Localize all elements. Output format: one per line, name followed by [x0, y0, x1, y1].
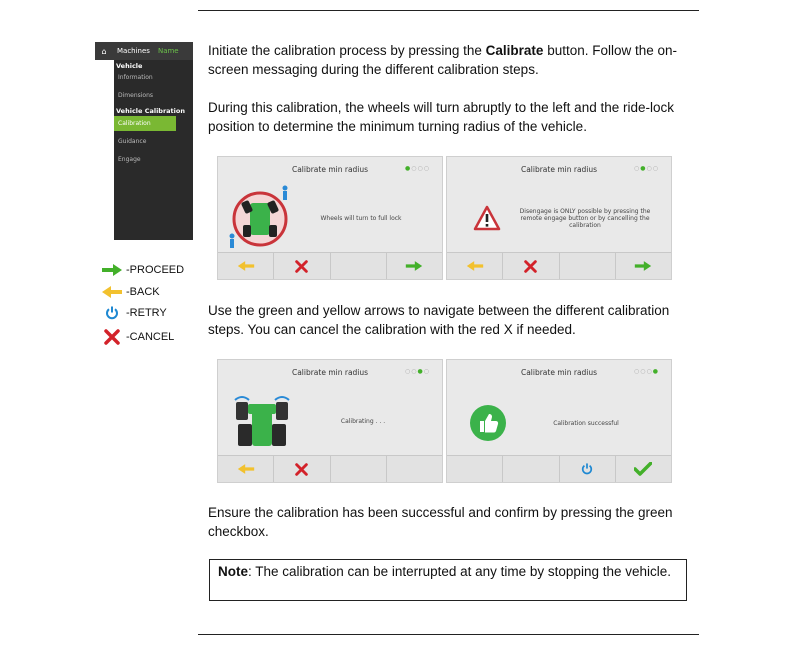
- cancel-button[interactable]: [274, 253, 330, 279]
- retry-icon: [581, 463, 593, 475]
- screen-title: Calibrate min radius: [291, 368, 369, 377]
- note-box: [209, 559, 687, 601]
- legend-retry: [100, 305, 200, 321]
- retry-button[interactable]: [560, 456, 616, 482]
- screen-step-3: [217, 359, 443, 483]
- thumbs-up-icon: [469, 404, 507, 442]
- note-label: Note: [218, 564, 248, 579]
- empty-slot: [331, 253, 387, 279]
- empty-slot: [560, 253, 616, 279]
- paragraph-navigate: Use the green and yellow arrows to navigate between the different calibration steps. You can cancel the calibration with the red X if needed.: [208, 303, 670, 337]
- calibrate-keyword: Calibrate: [485, 43, 544, 58]
- step-dots: ○●○○: [634, 165, 659, 172]
- sidebar-section-vehicle: Vehicle: [116, 62, 143, 70]
- legend-proceed-label: -PROCEED: [126, 264, 185, 276]
- confirm-button[interactable]: [616, 456, 671, 482]
- bottom-rule: [198, 634, 699, 635]
- breadcrumb-name[interactable]: Name: [157, 47, 179, 55]
- top-rule: [198, 10, 699, 11]
- screen-message: Calibration successful: [553, 420, 619, 427]
- paragraph-wheels: During this calibration, the wheels will turn abruptly to the left and the ride-lock position to determine the minimum turning radius of the vehicle.: [208, 100, 674, 134]
- person-icon: [281, 185, 289, 201]
- green-arrow-right-icon: [405, 260, 423, 272]
- screen-step-4: [446, 359, 672, 483]
- legend-cancel: [100, 329, 200, 345]
- green-checkmark-icon: [634, 462, 652, 476]
- cancel-button[interactable]: [274, 456, 330, 482]
- screen-button-bar: [218, 252, 442, 279]
- legend-back-label: -BACK: [126, 286, 160, 298]
- screen-message: Wheels will turn to full lock: [320, 215, 402, 222]
- back-button[interactable]: [218, 253, 274, 279]
- sidebar-item-engage[interactable]: Engage: [118, 156, 141, 163]
- screen-button-bar: [447, 455, 671, 482]
- tractor-calibrating-icon: [230, 394, 294, 450]
- proceed-button[interactable]: [616, 253, 671, 279]
- legend-proceed: [100, 262, 200, 278]
- sidebar-item-calibration[interactable]: Calibration: [114, 116, 176, 131]
- screen-title: Calibrate min radius: [520, 368, 598, 377]
- home-icon[interactable]: ⌂: [101, 46, 107, 56]
- sidebar-item-information[interactable]: Information: [118, 74, 153, 81]
- legend-cancel-label: -CANCEL: [126, 331, 175, 343]
- p1-text-a: Initiate the calibration process by pressing the: [208, 43, 486, 58]
- breadcrumb-machines[interactable]: Machines: [117, 47, 150, 55]
- empty-slot: [331, 456, 387, 482]
- sidebar-item-guidance[interactable]: Guidance: [118, 138, 147, 145]
- paragraph-ensure: Ensure the calibration has been successful and confirm by pressing the green checkbox.: [208, 505, 673, 539]
- green-arrow-right-icon: [100, 262, 124, 278]
- red-x-icon: [295, 260, 308, 273]
- empty-slot: [387, 456, 442, 482]
- screen-step-1: [217, 156, 443, 280]
- empty-slot: [447, 456, 503, 482]
- step-dots: ○○●○: [405, 368, 430, 375]
- screen-title: Calibrate min radius: [520, 165, 598, 174]
- sidebar-section-calibration: Vehicle Calibration: [116, 107, 185, 115]
- warning-icon: [473, 205, 501, 231]
- retry-icon: [100, 305, 124, 321]
- proceed-button[interactable]: [387, 253, 442, 279]
- cancel-button[interactable]: [503, 253, 559, 279]
- p1-text-b: button. Follow the on-screen messaging during the different calibration steps.: [208, 43, 678, 77]
- note-text: : The calibration can be interrupted at any time by stopping the vehicle.: [248, 564, 672, 579]
- back-button[interactable]: [218, 456, 274, 482]
- legend-back: [100, 284, 200, 300]
- empty-slot: [503, 456, 559, 482]
- sidebar-item-dimensions[interactable]: Dimensions: [118, 92, 154, 99]
- yellow-arrow-left-icon: [100, 284, 124, 300]
- person-icon: [228, 233, 236, 249]
- red-x-icon: [524, 260, 537, 273]
- sidebar-nav: [101, 42, 193, 240]
- legend-retry-label: -RETRY: [126, 307, 167, 319]
- green-arrow-right-icon: [634, 260, 652, 272]
- screen-button-bar: [447, 252, 671, 279]
- paragraph-initiate: [208, 41, 698, 79]
- tractor-full-lock-icon: [232, 189, 288, 247]
- screen-title: Calibrate min radius: [291, 165, 369, 174]
- red-x-icon: [295, 463, 308, 476]
- screen-step-2: [446, 156, 672, 280]
- red-x-icon: [100, 329, 124, 345]
- screen-message: Calibrating . . .: [340, 418, 386, 425]
- breadcrumb: [95, 42, 193, 60]
- step-dots: ●○○○: [405, 165, 430, 172]
- screen-message: Disengage is ONLY possible by pressing the remote engage button or by cancelling the calibration: [519, 208, 651, 229]
- step-dots: ○○○●: [634, 368, 659, 375]
- back-button[interactable]: [447, 253, 503, 279]
- yellow-arrow-left-icon: [237, 463, 255, 475]
- screen-button-bar: [218, 455, 442, 482]
- yellow-arrow-left-icon: [237, 260, 255, 272]
- yellow-arrow-left-icon: [466, 260, 484, 272]
